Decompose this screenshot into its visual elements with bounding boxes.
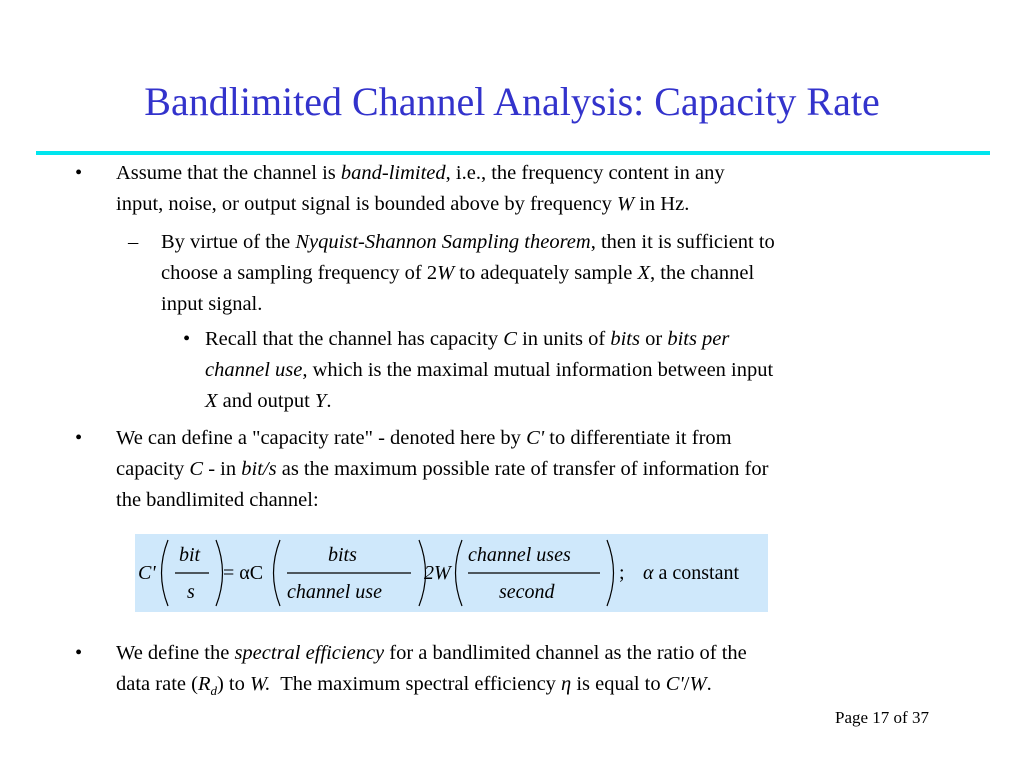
subsub-bullet-line-2: channel use, which is the maximal mutual information between input xyxy=(205,359,774,381)
constant-text: a constant xyxy=(653,562,740,584)
subsub-bullet-line-1: Recall that the channel has capacity C in units of bits or bits per xyxy=(205,328,730,350)
capacity-rate-formula xyxy=(135,534,768,612)
bullet-3-line-2: data rate $(R_d)$ to W. The maximum spectral efficiency η is equal to C'/W. xyxy=(116,673,712,699)
bits-numerator: bits xyxy=(328,544,357,566)
bullet-1-line-1: Assume that the channel is band-limited, i.e., the frequency content in any xyxy=(116,162,725,184)
alpha: α xyxy=(643,562,654,584)
c-prime: C' xyxy=(138,562,156,584)
bullet-marker: • xyxy=(75,162,83,184)
bit-numerator: bit xyxy=(179,544,201,566)
sub-bullet-line-3: input signal. xyxy=(161,293,263,315)
slide-title: Bandlimited Channel Analysis: Capacity Rate xyxy=(144,79,880,124)
second-denominator: second xyxy=(499,581,555,603)
alpha-c: = αC xyxy=(223,562,264,584)
semicolon: ; xyxy=(619,562,625,584)
dash-marker: – xyxy=(128,231,139,253)
two-w: 2W xyxy=(424,562,451,584)
page-number: Page 17 of 37 xyxy=(835,708,929,727)
bullet-2-line-2: capacity C - in bit/s as the maximum possible rate of transfer of information for xyxy=(116,458,769,480)
bullet-2-line-1: We can define a "capacity rate" - denoted here by C' to differentiate it from xyxy=(116,427,732,449)
channel-uses-numerator: channel uses xyxy=(468,544,571,566)
subsub-bullet-line-3: X and output Y. xyxy=(205,390,332,412)
s-denominator: s xyxy=(187,581,195,603)
title-underline xyxy=(36,151,990,155)
bullet-2-line-3: the bandlimited channel: xyxy=(116,489,319,511)
bullet-marker: • xyxy=(75,642,83,664)
bullet-marker: • xyxy=(183,328,191,350)
bullet-3-line-1: We define the spectral efficiency for a bandlimited channel as the ratio of the xyxy=(116,642,747,664)
channel-use-denominator: channel use xyxy=(287,581,382,603)
bullet-marker: • xyxy=(75,427,83,449)
sub-bullet-line-2: choose a sampling frequency of 2W to adequately sample X, the channel xyxy=(161,262,755,284)
bullet-1-line-2: input, noise, or output signal is bounded above by frequency W in Hz. xyxy=(116,193,690,215)
sub-bullet-line-1: By virtue of the Nyquist-Shannon Sampling theorem, then it is sufficient to xyxy=(161,231,775,253)
